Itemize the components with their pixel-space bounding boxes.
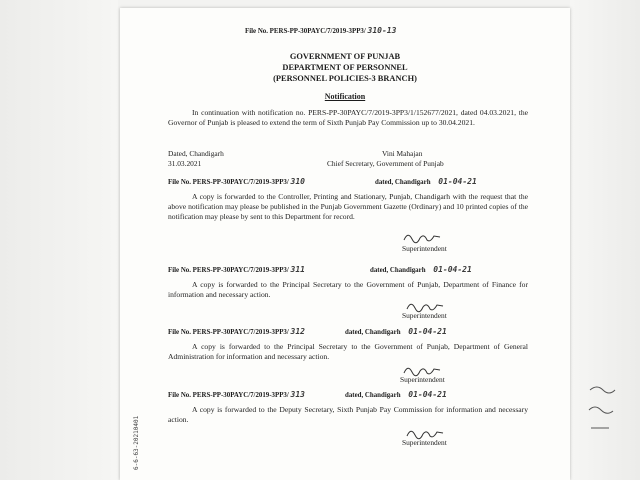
- endorsement-3-handwritten-date: 01-04-21: [408, 327, 447, 336]
- endorsement-1-file-number: [168, 177, 305, 186]
- signatory-name: Vini Mahajan: [382, 149, 423, 158]
- signature-scribble-icon: [402, 230, 442, 244]
- endorsement-3-superintendent: Superintendent: [400, 375, 445, 384]
- endorsement-1-text: A copy is forwarded to the Controller, Printing and Stationary, Punjab, Chandigarh with the request that the above notification may please be published in the Punjab Government Gazette (Ordinary) and 10 printed copies of the notification may please by sent to this Department for record.: [168, 192, 528, 221]
- endorsement-1-handwritten-number: 310: [290, 177, 305, 186]
- header-department: DEPARTMENT OF PERSONNEL: [282, 63, 408, 72]
- endorsement-4-date: [345, 390, 447, 399]
- endorsement-3-date: [345, 327, 447, 336]
- endorsement-4-dated-label: dated, Chandigarh: [345, 392, 401, 399]
- header-branch: (PERSONNEL POLICIES-3 BRANCH): [273, 74, 417, 83]
- endorsement-4-handwritten-date: 01-04-21: [408, 390, 447, 399]
- endorsement-2-handwritten-date: 01-04-21: [433, 265, 472, 274]
- endorsement-2-date: [370, 265, 472, 274]
- endorsement-2-file-number: [168, 265, 305, 274]
- endorsement-3-handwritten-number: 312: [290, 327, 305, 336]
- endorsement-1-signature: [402, 230, 442, 244]
- signatory-title: Chief Secretary, Government of Punjab: [327, 159, 444, 168]
- document-page: [120, 8, 570, 480]
- endorsement-1-superintendent: Superintendent: [402, 244, 447, 253]
- top-file-number: [245, 26, 396, 35]
- endorsement-4-superintendent: Superintendent: [402, 438, 447, 447]
- endorsement-4-text: A copy is forwarded to the Deputy Secretary, Sixth Punjab Pay Commission for information and necessary action.: [168, 405, 528, 424]
- endorsement-2-superintendent: Superintendent: [402, 311, 447, 320]
- endorsement-4-file-number: [168, 390, 305, 399]
- notification-title: Notification: [324, 92, 366, 101]
- notification-date: 31.03.2021: [168, 159, 202, 168]
- margin-handwritten-note: 6-6-63-20210401: [133, 415, 140, 470]
- endorsement-3-text: A copy is forwarded to the Principal Secretary to the Government of Punjab, Department of General Administration for information and necessary action.: [168, 342, 528, 361]
- endorsement-1-handwritten-date: 01-04-21: [438, 177, 477, 186]
- endorsement-4-handwritten-number: 313: [290, 390, 305, 399]
- endorsement-2-file-text: File No. PERS-PP-30PAYC/7/2019-3PP3/: [168, 267, 289, 274]
- endorsement-4-file-text: File No. PERS-PP-30PAYC/7/2019-3PP3/: [168, 392, 289, 399]
- margin-scribble-icon: [585, 380, 625, 440]
- endorsement-1-dated-label: dated, Chandigarh: [375, 179, 431, 186]
- top-file-number-text: File No. PERS-PP-30PAYC/7/2019-3PP3/: [245, 28, 366, 35]
- endorsement-2-dated-label: dated, Chandigarh: [370, 267, 426, 274]
- notification-body: In continuation with notification no. PERS-PP-30PAYC/7/2019-3PP3/1/152677/2021, dated 04.03.2021, the Governor of Punjab is pleased to extend the term of Sixth Punjab Pay Commission up to 30.04.2021.: [168, 108, 528, 127]
- endorsement-1-file-text: File No. PERS-PP-30PAYC/7/2019-3PP3/: [168, 179, 289, 186]
- endorsement-3-file-number: [168, 327, 305, 336]
- dated-label: Dated, Chandigarh: [168, 149, 224, 158]
- endorsement-3-dated-label: dated, Chandigarh: [345, 329, 401, 336]
- endorsement-2-text: A copy is forwarded to the Principal Secretary to the Government of Punjab, Department of Finance for information and necessary action.: [168, 280, 528, 299]
- top-file-handwritten-number: 310-13: [367, 26, 397, 35]
- header-government: GOVERNMENT OF PUNJAB: [289, 52, 401, 61]
- endorsement-1-date: [375, 177, 477, 186]
- endorsement-3-file-text: File No. PERS-PP-30PAYC/7/2019-3PP3/: [168, 329, 289, 336]
- endorsement-2-handwritten-number: 311: [290, 265, 305, 274]
- scan-background-left: [0, 0, 118, 480]
